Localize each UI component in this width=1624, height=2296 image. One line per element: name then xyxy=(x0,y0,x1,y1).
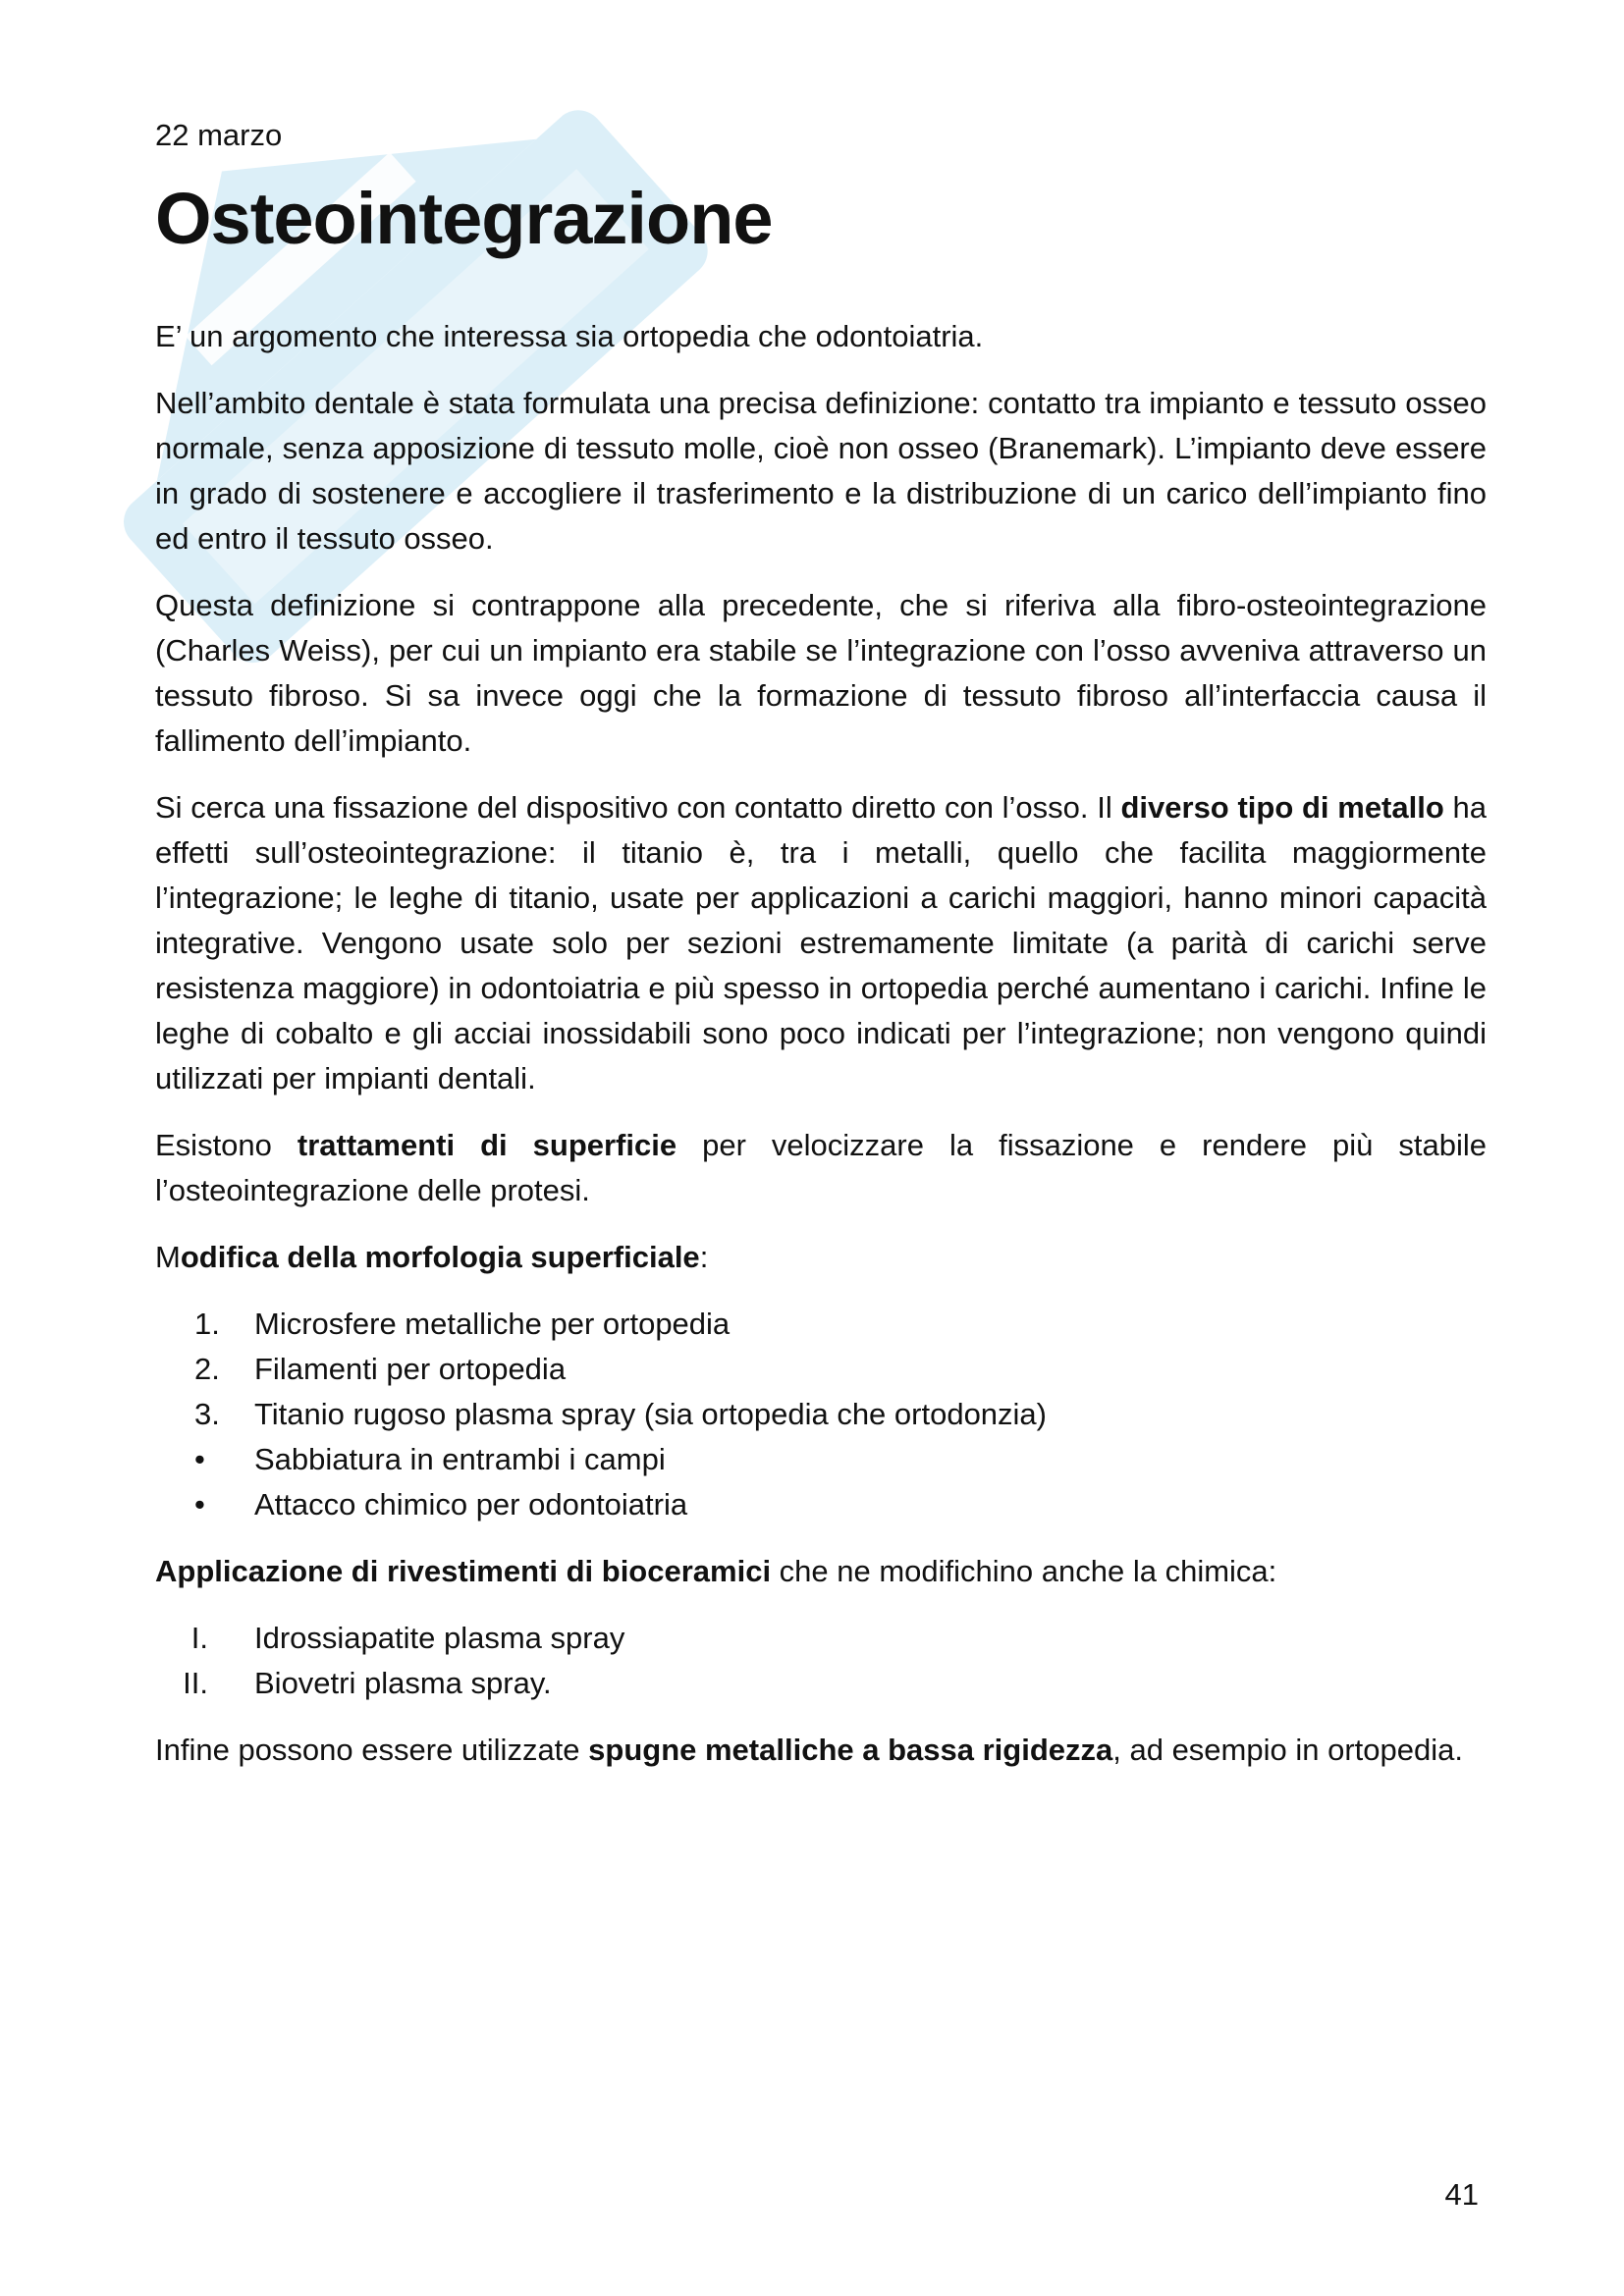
bullet-icon: • xyxy=(194,1487,205,1522)
paragraph-surface-text-a: Esistono xyxy=(155,1128,298,1162)
page-title: Osteointegrazione xyxy=(155,178,773,259)
list-marker: 2. xyxy=(194,1352,220,1386)
list-morphology xyxy=(155,1302,1487,1527)
paragraph-fibro-osteointegration: Questa definizione si contrappone alla precedente, che si riferiva alla fibro-osteointegrazione (Charles Weiss), per cui un impianto era stabile se l’integrazione con l’osso avveniva attraverso un tessuto fibroso. Si sa invece oggi che la formazione di tessuto fibroso all’interfaccia causa il fallimento dell’impianto. xyxy=(155,588,1487,758)
heading-bioceramics xyxy=(155,1549,1487,1594)
heading-bioceramics-bold: Applicazione di rivestimenti di bioceramici xyxy=(155,1554,772,1588)
list-item xyxy=(155,1392,1487,1437)
list-item xyxy=(155,1616,1487,1661)
paragraph-metals-text-b: ha effetti sull’osteointegrazione: il titanio è, tra i metalli, quello che facilita maggiormente l’integrazione; le leghe di titanio, usate per applicazioni a carichi maggiori, hanno minori capacità integrative. Vengono usate solo per sezioni estremamente limitate (a parità di carichi serve resistenza maggiore) in odontoiatria e più spesso in ortopedia perché aumentano i carichi. Infine le leghe di cobalto e gli acciai inossidabili sono poco indicati per l’integrazione; non vengono quindi utilizzati per impianti dentali. xyxy=(155,790,1487,1095)
bullet-icon: • xyxy=(194,1442,205,1476)
paragraph-metal-sponges xyxy=(155,1728,1487,1773)
list-item xyxy=(155,1482,1487,1527)
paragraph-surface-bold: trattamenti di superficie xyxy=(297,1128,677,1162)
lecture-date: 22 marzo xyxy=(155,118,283,152)
paragraph-sponges-text-b: , ad esempio in ortopedia. xyxy=(1112,1733,1463,1767)
list-item xyxy=(155,1302,1487,1347)
heading-bioceramics-text: che ne modifichino anche la chimica: xyxy=(771,1554,1277,1588)
paragraph-sponges-bold: spugne metalliche a bassa rigidezza xyxy=(588,1733,1113,1767)
page-number: 41 xyxy=(1444,2177,1479,2212)
paragraph-sponges-text-a: Infine possono essere utilizzate xyxy=(155,1733,589,1767)
heading-morphology xyxy=(155,1235,1487,1280)
list-item-text: Microsfere metalliche per ortopedia xyxy=(254,1307,731,1341)
paragraph-metals-bold: diverso tipo di metallo xyxy=(1120,790,1444,825)
list-item-text: Idrossiapatite plasma spray xyxy=(254,1621,625,1655)
paragraph-definition: Nell’ambito dentale è stata formulata una precisa definizione: contatto tra impianto e tessuto osseo normale, senza apposizione di tessuto molle, cioè non osseo (Branemark). L’impianto deve essere in grado di sostenere e accogliere il trasferimento e la distribuzione di un carico dell’impianto fino ed entro il tessuto osseo. xyxy=(155,386,1487,556)
heading-morphology-bold: odifica della morfologia superficiale xyxy=(180,1240,700,1274)
list-item-text: Sabbiatura in entrambi i campi xyxy=(254,1442,666,1476)
list-item xyxy=(155,1347,1487,1392)
paragraph-metals xyxy=(155,785,1487,1101)
list-item-text: Titanio rugoso plasma spray (sia ortopedia che ortodonzia) xyxy=(254,1397,1047,1431)
list-marker: I. xyxy=(190,1621,208,1655)
paragraph-metals-text-a: Si cerca una fissazione del dispositivo con contatto diretto con l’osso. Il xyxy=(155,790,1121,825)
list-item-text: Filamenti per ortopedia xyxy=(254,1352,567,1386)
list-bioceramics xyxy=(155,1616,1487,1706)
list-marker: 3. xyxy=(194,1397,220,1431)
list-item-text: Biovetri plasma spray. xyxy=(254,1666,552,1700)
paragraph-intro: E’ un argomento che interessa sia ortopedia che odontoiatria. xyxy=(155,319,984,353)
heading-morphology-colon: : xyxy=(699,1240,709,1274)
list-marker: II. xyxy=(183,1666,208,1700)
list-item xyxy=(155,1661,1487,1706)
list-item-text: Attacco chimico per odontoiatria xyxy=(254,1487,688,1522)
heading-morphology-first-letter: M xyxy=(155,1240,181,1274)
list-marker: 1. xyxy=(194,1307,220,1341)
paragraph-surface-treatments xyxy=(155,1123,1487,1213)
document-body xyxy=(155,116,1487,1794)
list-item xyxy=(155,1437,1487,1482)
paragraph-surface-text-b: per velocizzare la fissazione e rendere più stabile l’osteointegrazione delle protesi. xyxy=(155,1128,1487,1207)
